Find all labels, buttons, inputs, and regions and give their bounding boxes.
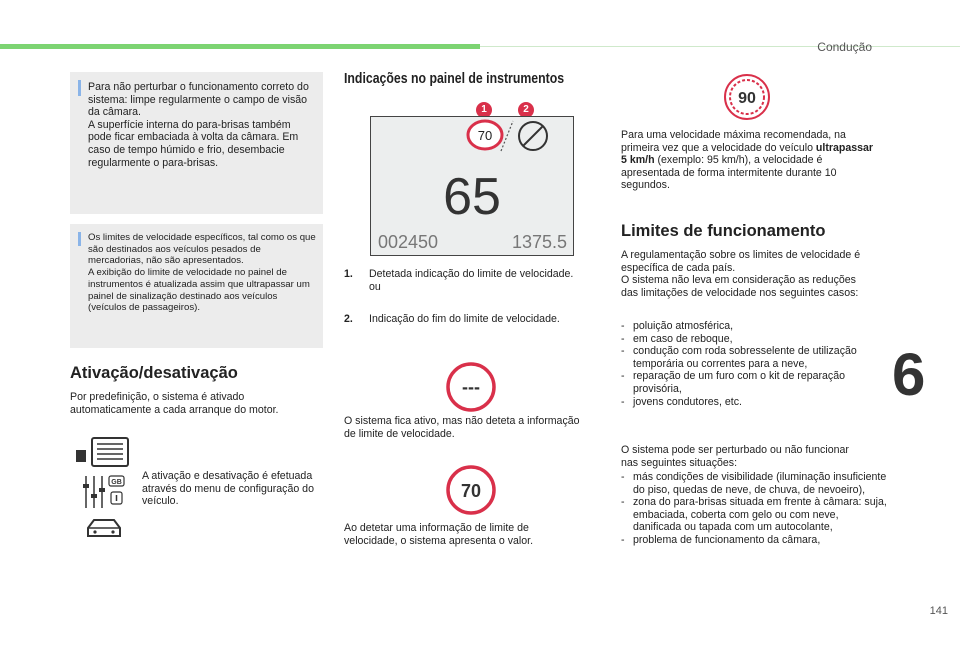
legend-text: Indicação do fim do limite de velocidade. (369, 313, 560, 325)
legend-number: 1. (344, 268, 353, 280)
activation-menu-text: A ativação e desativação é efetuada através do menu de configuração do veículo. (142, 470, 314, 508)
disturb-list (621, 471, 887, 547)
disturb-intro: O sistema pode ser perturbado ou não funcionar nas seguintes situações: (621, 444, 849, 469)
cluster-odometer: 002450 (378, 232, 439, 252)
screen-icon (76, 438, 128, 466)
cluster-sign-value: 70 (477, 128, 493, 143)
cluster-graphic (371, 117, 573, 255)
list-item: - reparação de um furo com o kit de reparação provisória, (621, 370, 845, 395)
chapter-number: 6 (892, 341, 926, 408)
inactive-text: O sistema fica ativo, mas não deteta a informação de limite de velocidade. (344, 415, 580, 440)
instruments-title: Indicações no painel de instrumentos (344, 70, 565, 87)
end-of-limit-icon (519, 122, 547, 150)
cluster-current-speed: 65 (443, 168, 501, 226)
note-icon (78, 232, 81, 246)
list-item: - zona do para-brisas situada em frente à câmara: suja, embaciada, coberta com gelo ou com neve, danificada ou tapada com um autocolante, (621, 496, 887, 534)
recommend-text-part2: (exemplo: 95 km/h), a velocidade é apresentada de forma intermitente durante 10 segundos. (621, 154, 837, 192)
instrument-cluster-display (370, 116, 574, 256)
legend-text: Detetada indicação do limite de velocidade. ou (369, 268, 574, 293)
detect-text: Ao detetar uma informação de limite de velocidade, o sistema apresenta o valor. (344, 522, 534, 547)
callout-badge-1: 1 (476, 102, 492, 118)
no-limit-sign-icon (446, 362, 496, 412)
header-rule (480, 46, 960, 47)
indicator-legend-1 (344, 268, 584, 308)
activation-title: Ativação/desativação (70, 364, 238, 382)
limits-title: Limites de funcionamento (621, 222, 826, 240)
list-item: - jovens condutores, etc. (621, 395, 742, 408)
speed-limit-90-sign-icon (723, 73, 771, 121)
list-item: - condução com roda sobresselente de utilização temporária ou correntes para a neve, (621, 345, 857, 370)
speed-limit-70-sign-icon (446, 465, 496, 515)
section-title: Condução (817, 40, 872, 54)
vehicle-settings-icons (72, 432, 138, 542)
speed-limit-70-text: 70 (460, 481, 482, 501)
list-item: - más condições de visibilidade (iluminação insuficiente do piso, quedas de neve, de chuva, de nevoeiro), (621, 471, 887, 496)
note-icon (78, 80, 81, 96)
note-text: Para não perturbar o funcionamento correto do sistema: limpe regularmente o campo de visão da câmara. A superfície interna do para-brisas também pode ficar embaciada à volta da câmara. Em caso de tempo húmido e frio, desembacie regularmente o para-brisas. (88, 81, 309, 169)
settings-sliders-icon (83, 476, 124, 508)
callout-badge-2: 2 (518, 102, 534, 118)
speed-limit-90-text: 90 (738, 90, 756, 107)
limits-intro: A regulamentação sobre os limites de velocidade é específica de cada país. O sistema não leva em consideração as reduções das limitações de velocidade nos seguintes casos: (621, 249, 861, 299)
header-accent-bar (0, 44, 480, 49)
note-text: Os limites de velocidade específicos, tal como os que são destinados aos veículos pesados de mercadorias, não são apresentados. A exibição do limite de velocidade no painel de instrumentos é atualizada assim que ultrapassar um painel de sinalização destinado aos veículos (veículos de passageiros). (88, 232, 316, 314)
list-item: - problema de funcionamento da câmara, (621, 533, 821, 546)
page-number: 141 (929, 605, 948, 617)
activation-intro: Por predefinição, o sistema é ativado automaticamente a cada arranque do motor. (70, 391, 279, 416)
car-icon (88, 520, 120, 536)
recommended-speed-text (621, 129, 877, 192)
recommend-text-part1: Para uma velocidade máxima recomendada, na primeira vez que a velocidade do veículo (621, 129, 846, 154)
legend-number: 2. (344, 313, 353, 325)
info-note-camera (70, 72, 323, 214)
info-note-limits (70, 224, 323, 348)
no-limit-sign-text: --- (462, 377, 480, 397)
indicator-legend-2 (344, 313, 584, 327)
list-item: - poluição atmosférica, (621, 320, 734, 332)
cluster-trip: 1375.5 (511, 232, 567, 252)
limits-list (621, 320, 881, 408)
recommend-bold: ultrapassar 5 km/h (621, 141, 874, 167)
language-icon-label: GB (111, 479, 122, 486)
list-item: - em caso de reboque, (621, 332, 733, 345)
